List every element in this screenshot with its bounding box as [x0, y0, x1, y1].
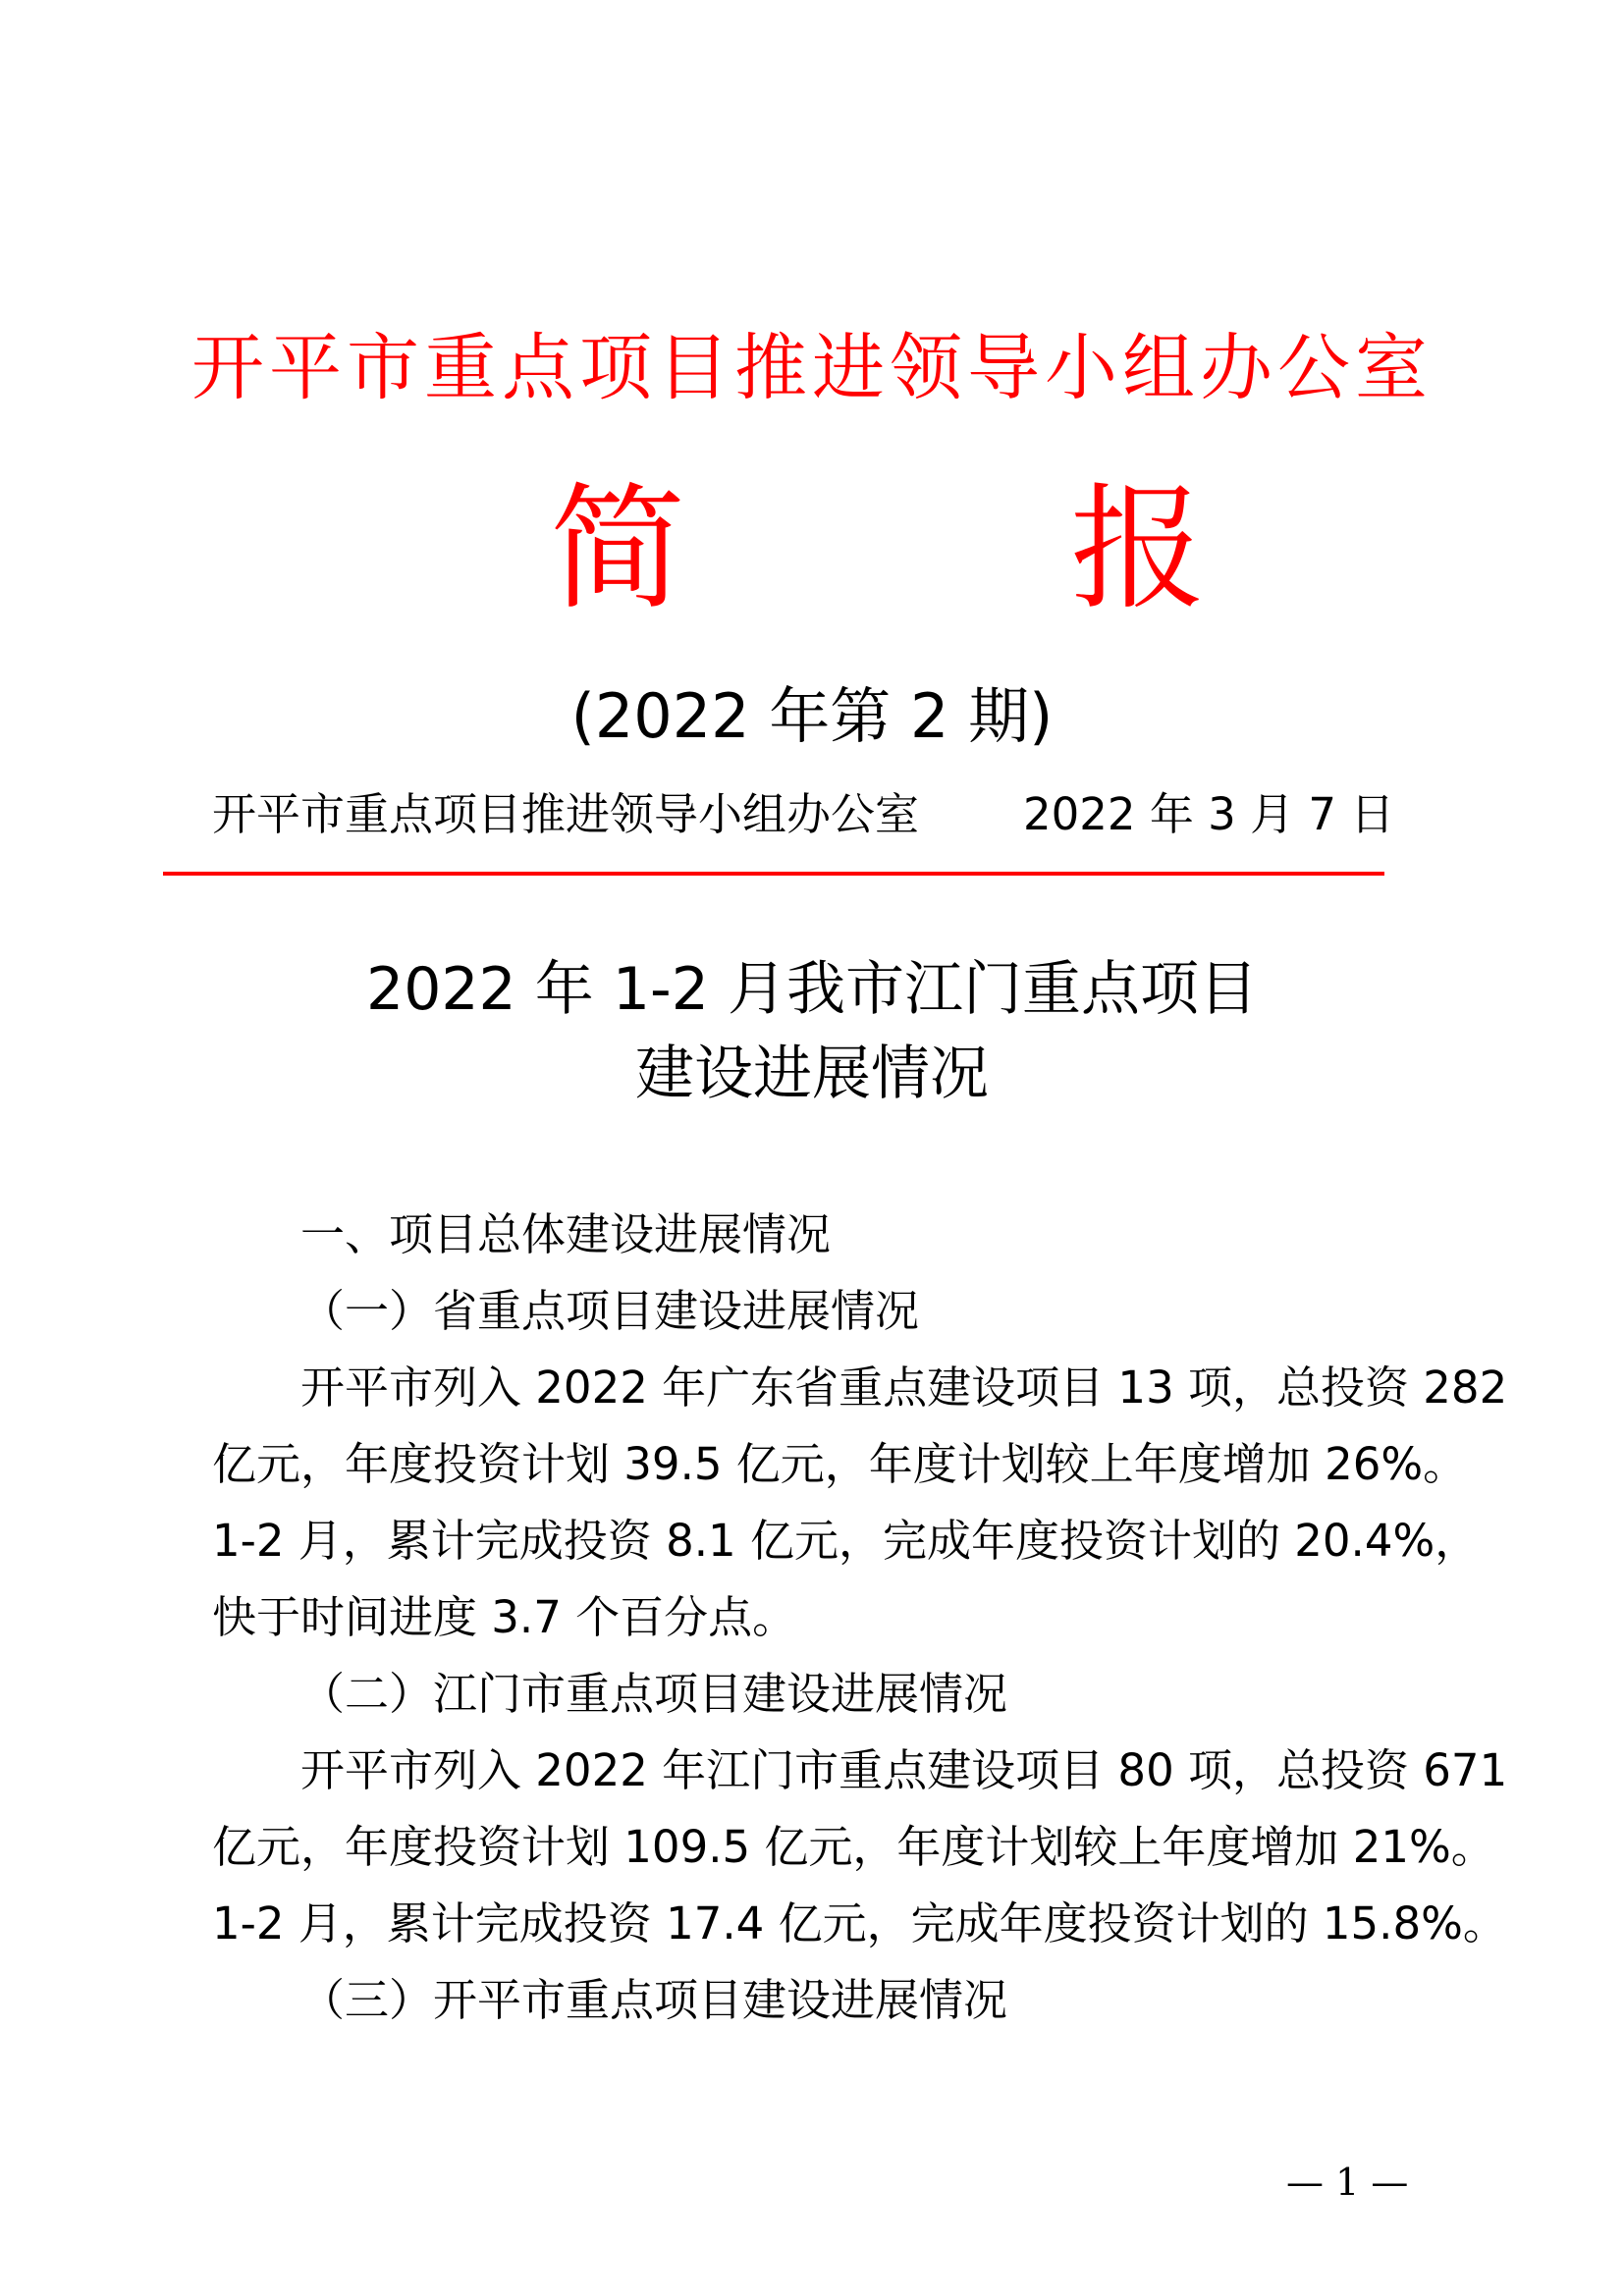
bulletin-title-char-2: 报 — [1070, 470, 1207, 628]
article-title-line-1: 2022 年 1-2 月我市江门重点项目 — [366, 955, 1258, 1024]
red-divider-rule — [163, 872, 1384, 876]
org-header: 开平市重点项目推进领导小组办公室 — [191, 326, 1433, 410]
section-heading: 一、项目总体建设进展情况 — [300, 1208, 832, 1260]
subsection-heading: （一）省重点项目建设进展情况 — [300, 1285, 920, 1337]
paragraph-line: 1-2 月，累计完成投资 8.1 亿元，完成年度投资计划的 20.4%， — [212, 1515, 1480, 1567]
sub-org-name: 开平市重点项目推进领导小组办公室 — [212, 788, 920, 840]
paragraph-line: 开平市列入 2022 年广东省重点建设项目 13 项，总投资 282 — [300, 1362, 1508, 1414]
bulletin-title-char-1: 简 — [550, 470, 686, 628]
issue-number: (2022 年第 2 期) — [570, 680, 1054, 752]
paragraph-line: 开平市列入 2022 年江门市重点建设项目 80 项，总投资 671 — [300, 1744, 1508, 1796]
paragraph-line: 亿元，年度投资计划 39.5 亿元，年度计划较上年度增加 26%。 — [212, 1438, 1468, 1490]
article-title-line-2: 建设进展情况 — [635, 1040, 989, 1108]
paragraph-line: 亿元，年度投资计划 109.5 亿元，年度计划较上年度增加 21%。 — [212, 1821, 1495, 1873]
issue-date: 2022 年 3 月 7 日 — [1023, 788, 1395, 840]
subsection-heading: （二）江门市重点项目建设进展情况 — [300, 1668, 1008, 1720]
paragraph-line: 1-2 月，累计完成投资 17.4 亿元，完成年度投资计划的 15.8%。 — [212, 1897, 1507, 1949]
paragraph-line: 快于时间进度 3.7 个百分点。 — [212, 1591, 797, 1643]
subsection-heading: （三）开平市重点项目建设进展情况 — [300, 1974, 1008, 2026]
page-number: — 1 — — [1286, 2161, 1409, 2204]
